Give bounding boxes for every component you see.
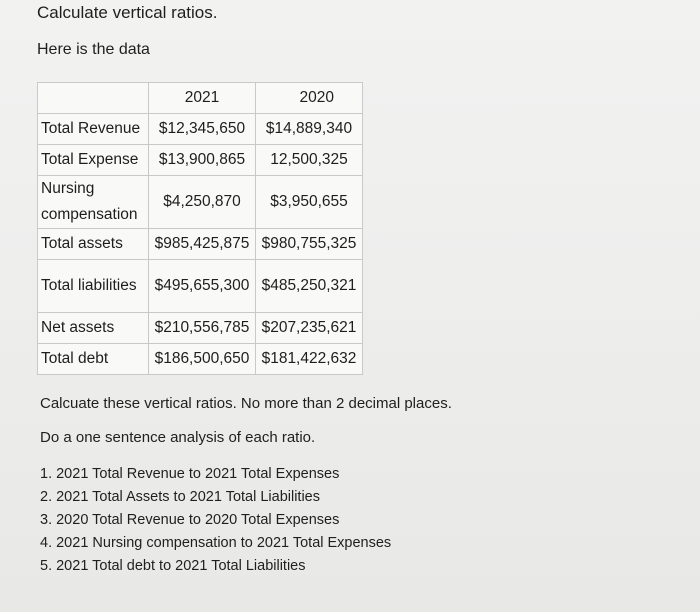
row-label: Total debt [38, 344, 149, 375]
table-header-row [38, 83, 363, 114]
header-empty-cell [38, 83, 149, 114]
value-2021: $985,425,875 [149, 229, 256, 260]
table-row [38, 114, 363, 145]
value-2020: $181,422,632 [256, 344, 363, 375]
table-row [38, 229, 363, 260]
value-2021: $186,500,650 [149, 344, 256, 375]
value-2020: $3,950,655 [256, 176, 363, 229]
value-2020: $207,235,621 [256, 313, 363, 344]
value-2020: $485,250,321 [256, 260, 363, 313]
table-row [38, 145, 363, 176]
row-label: Nursing compensation [38, 176, 149, 229]
table-row [38, 176, 363, 229]
row-label: Total liabilities [38, 260, 149, 313]
header-2021: 2021 [149, 83, 256, 114]
list-item: 3. 2020 Total Revenue to 2020 Total Expenses [40, 512, 340, 528]
question-list [40, 463, 391, 578]
row-label: Net assets [38, 313, 149, 344]
value-2021: $13,900,865 [149, 145, 256, 176]
list-item: 2. 2021 Total Assets to 2021 Total Liabilities [40, 489, 320, 505]
row-label: Total Expense [38, 145, 149, 176]
list-item: 1. 2021 Total Revenue to 2021 Total Expenses [40, 466, 340, 482]
value-2021: $210,556,785 [149, 313, 256, 344]
list-item: 5. 2021 Total debt to 2021 Total Liabilities [40, 558, 306, 574]
value-2020: $980,755,325 [256, 229, 363, 260]
instruction-analysis: Do a one sentence analysis of each ratio. [40, 429, 316, 446]
table-row [38, 260, 363, 313]
financial-data-table [37, 82, 363, 375]
value-2020: $14,889,340 [256, 114, 363, 145]
value-2021: $12,345,650 [149, 114, 256, 145]
value-2021: $495,655,300 [149, 260, 256, 313]
table-row [38, 344, 363, 375]
row-label: Total Revenue [38, 114, 149, 145]
header-2020: 2020 [256, 83, 363, 114]
row-label: Total assets [38, 229, 149, 260]
page-title: Calculate vertical ratios. [37, 3, 218, 22]
list-item: 4. 2021 Nursing compensation to 2021 Total Expenses [40, 535, 392, 551]
value-2021: $4,250,870 [149, 176, 256, 229]
value-2020: 12,500,325 [256, 145, 363, 176]
instruction-decimal-places: Calcuate these vertical ratios. No more than 2 decimal places. [40, 395, 452, 412]
data-intro: Here is the data [37, 41, 150, 58]
table-row [38, 313, 363, 344]
